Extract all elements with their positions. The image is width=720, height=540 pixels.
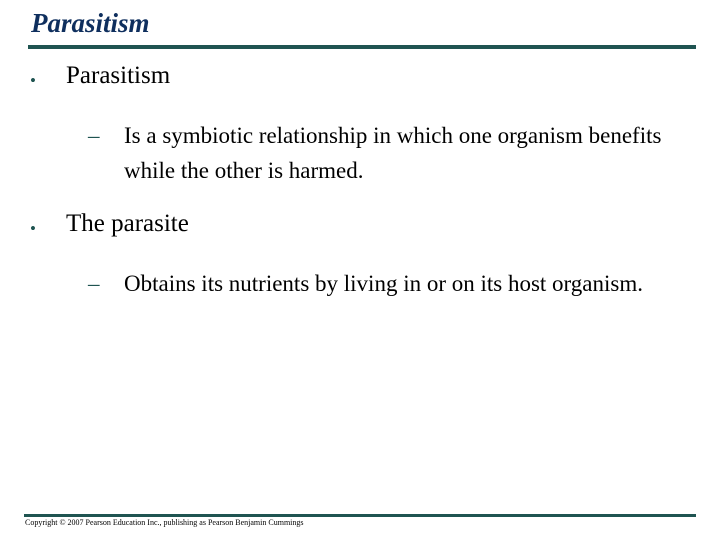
footer-divider xyxy=(24,514,696,517)
bullet-marker: • xyxy=(30,71,36,90)
bullet-label: Parasitism xyxy=(66,62,171,89)
sub-bullet-nutrients xyxy=(88,266,688,336)
sub-bullet-marker: – xyxy=(88,123,100,148)
slide-title: Parasitism xyxy=(31,8,150,38)
sub-bullet-text: Obtains its nutrients by living in or on its host organism. xyxy=(124,271,643,296)
sub-bullet-definition xyxy=(88,118,688,188)
bullet-marker: • xyxy=(30,219,36,238)
title-divider xyxy=(28,45,696,49)
sub-bullet-text: Is a symbiotic relationship in which one organism benefits while the other is harmed. xyxy=(124,123,662,183)
bullet-label: The parasite xyxy=(66,210,189,237)
copyright-footer: Copyright © 2007 Pearson Education Inc., publishing as Pearson Benjamin Cummings xyxy=(25,518,304,527)
sub-bullet-marker: – xyxy=(88,271,100,296)
